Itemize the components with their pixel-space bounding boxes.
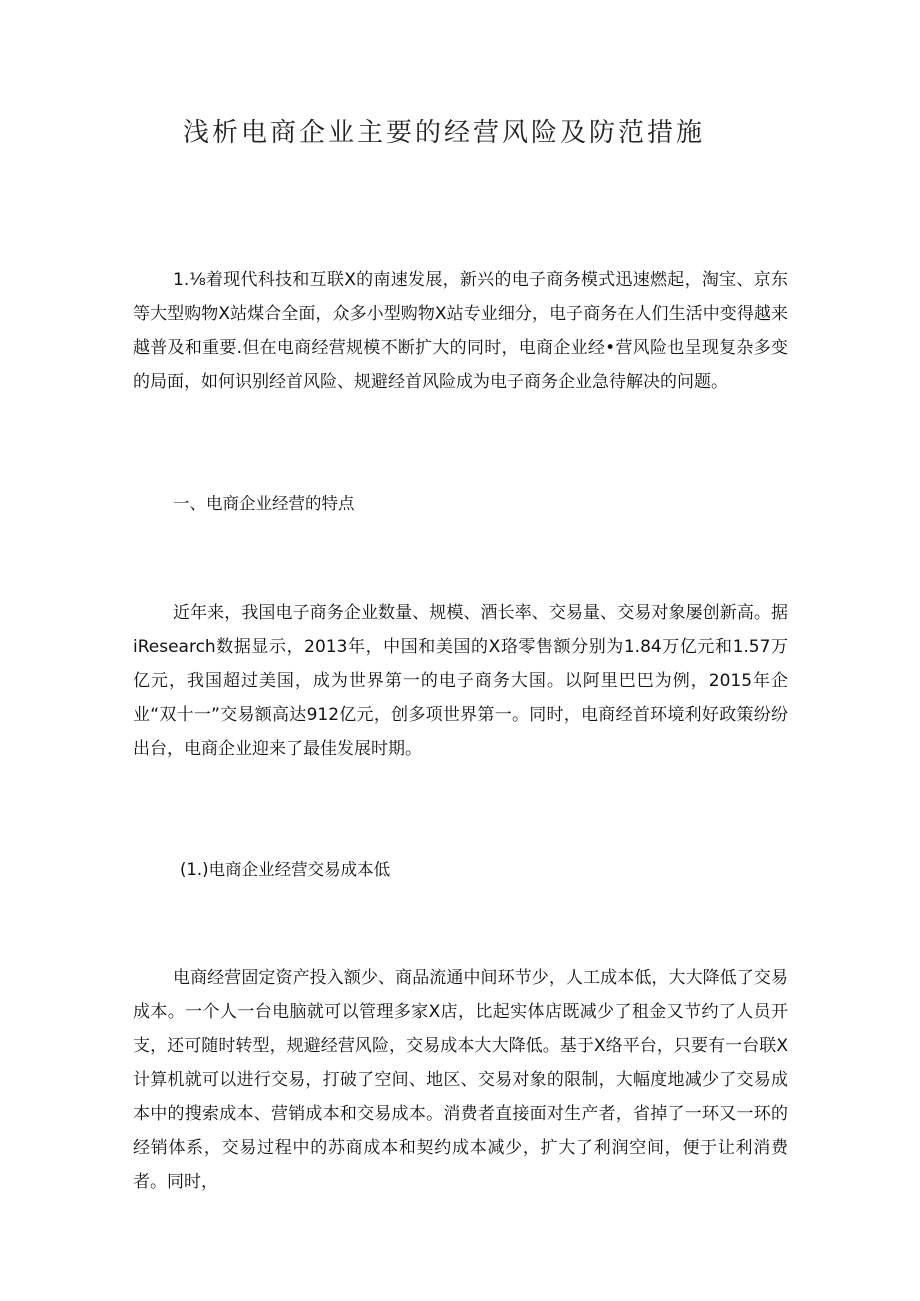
intro-paragraph: 1.⅛着现代科技和互联X的南速发展，新兴的电子商务模式迅速燃起，淘宝、京东等大型购物X站煤合全面，众多小型购物X站专业细分，电子商务在人们生活中变得越来越普及和重要.但在电商经营规模不断扩大的同时，电商企业经•营风险也呈现复杂多变的局面，如何识别经首风险、规避经首风险成为电子商务企业急待解决的问题。 xyxy=(133,270,788,392)
document-title: 浅析电商企业主要的经营风险及防范措施 xyxy=(182,118,705,148)
subsection-heading: (1.)电商企业经营交易成本低 xyxy=(180,860,391,879)
section-paragraph: 近年来，我国电子商务企业数量、规模、酒长率、交易量、交易对象屡创新高。据iResearch数据显示，2013年，中国和美国的X珞零售额分别为1.84万亿元和1.57万亿元，我国超过美国，成为世界第一的电子商务大国。以阿里巴巴为例，2015年企业“双十一”交易额高达912亿元，创多项世界第一。同时，电商经首环境利好政策纷纷出台，电商企业迎来了最佳发展时期。 xyxy=(133,603,788,759)
section-heading: 一、电商企业经营的特点 xyxy=(173,494,355,513)
subsection-paragraph: 电商经营固定资产投入额少、商品流通中间环节少，人工成本低，大大降低了交易成本。一个人一台电脑就可以管理多家X店，比起实体店既减少了租金又节约了人员开支，还可随时转型，规避经营风险，交易成本大大降低。基于X络平台，只要有一台联X计算机就可以进行交易，打破了空间、地区、交易对象的限制，大幅度地减少了交易成本中的搜索成本、营销成本和交易成本。消费者直接面对生产者，省掉了一环又一环的经销体系，交易过程中的苏商成本和契约成本减少，扩大了利润空间，便于让利消费者。同时， xyxy=(133,968,788,1192)
